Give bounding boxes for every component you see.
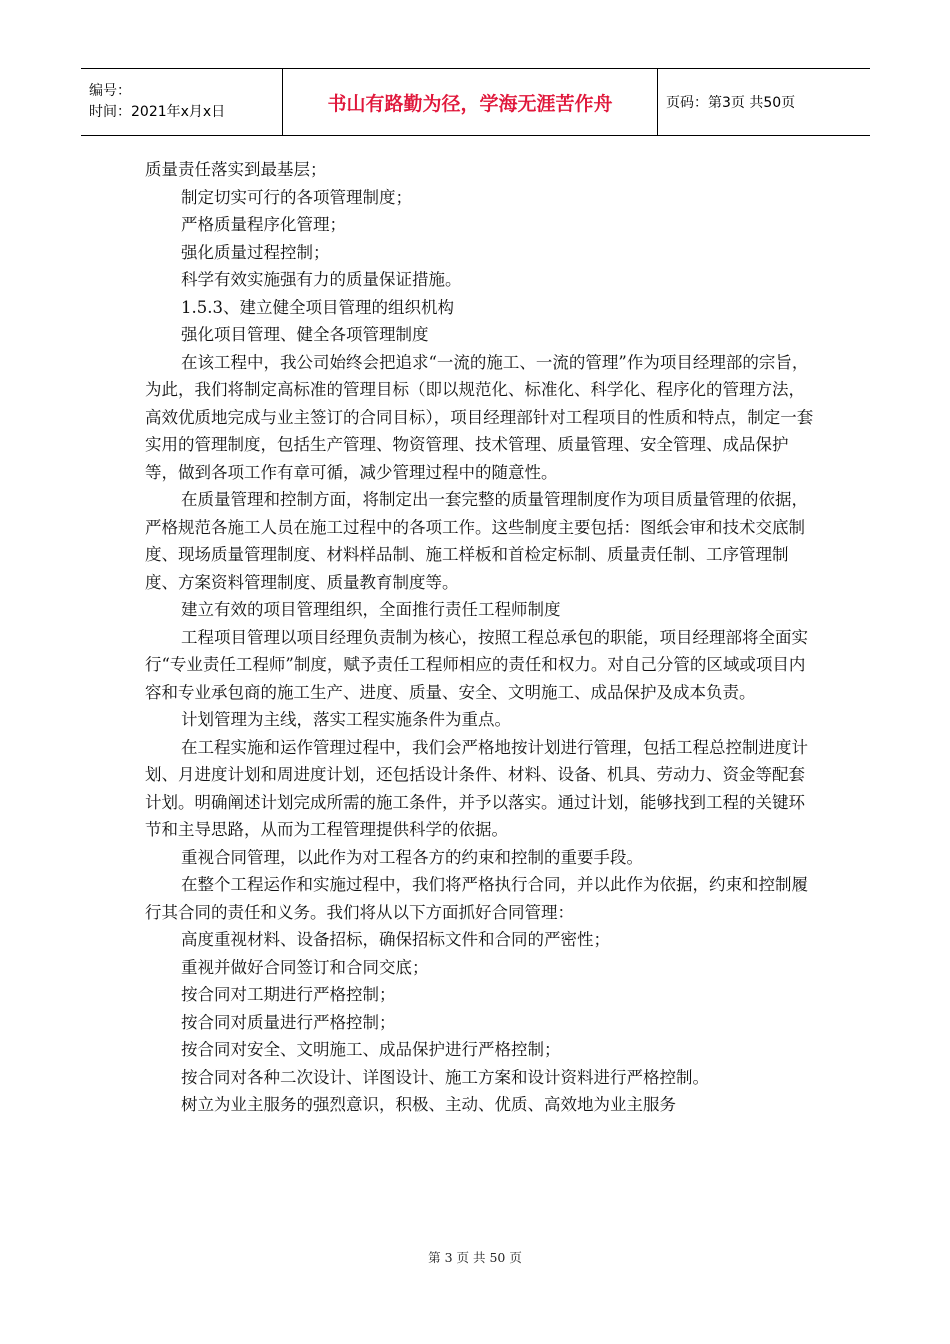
footer-page-number: 第 3 页 共 50 页	[428, 1250, 522, 1265]
paragraph: 计划管理为主线，落实工程实施条件为重点。	[181, 710, 511, 729]
paragraph: 1.5.3、建立健全项目管理的组织机构	[181, 297, 454, 317]
paragraph: 强化项目管理、健全各项管理制度	[181, 325, 429, 344]
paragraph: 在该工程中，我公司始终会把追求“一流的施工、一流的管理”作为项目经理部的宗旨，为此，我们将制定高标准的管理目标（即以规范化、标准化、科学化、程序化的管理方法，高效优质地完成与业主签订的合同目标），项目经理部针对工程项目的性质和特点，制定一套实用的管理制度，包括生产管理、物资管理、技术管理、质量管理、安全管理、成品保护等，做到各项工作有章可循，减少管理过程中的随意性。	[145, 352, 814, 482]
paragraph: 重视合同管理，以此作为对工程各方的约束和控制的重要手段。	[181, 847, 643, 867]
header-page-info: 页码：第3页 共50页	[666, 95, 796, 111]
paragraph: 按合同对质量进行严格控制；	[181, 1012, 396, 1032]
document-date: 时间：2021年x月x日	[89, 104, 226, 120]
paragraph: 按合同对安全、文明施工、成品保护进行严格控制；	[181, 1040, 561, 1059]
header-motto: 书山有路勤为径，学海无涯苦作舟	[327, 92, 613, 115]
paragraph: 强化质量过程控制；	[181, 242, 330, 262]
paragraph: 制定切实可行的各项管理制度；	[181, 187, 412, 207]
document-body	[145, 156, 815, 1119]
paragraph: 科学有效实施强有力的质量保证措施。	[181, 270, 462, 289]
paragraph: 在工程实施和运作管理过程中，我们会严格地按计划进行管理，包括工程总控制进度计划、月进度计划和周进度计划，还包括设计条件、材料、设备、机具、劳动力、资金等配套计划。明确阐述计划完成所需的施工条件，并予以落实。通过计划，能够找到工程的关键环节和主导思路，从而为工程管理提供科学的依据。	[145, 737, 808, 839]
paragraph: 严格质量程序化管理；	[181, 215, 346, 234]
paragraph: 高度重视材料、设备招标，确保招标文件和合同的严密性；	[181, 930, 610, 949]
page-footer	[0, 1248, 950, 1266]
paragraph: 建立有效的项目管理组织，全面推行责任工程师制度	[181, 600, 561, 619]
header-motto-cell	[283, 69, 658, 135]
document-number-label: 编号：	[89, 83, 131, 99]
page-header	[81, 68, 870, 136]
paragraph: 质量责任落实到最基层；	[145, 160, 327, 179]
header-meta	[81, 69, 283, 135]
paragraph: 在整个工程运作和实施过程中，我们将严格执行合同，并以此作为依据，约束和控制履行其合同的责任和义务。我们将从以下方面抓好合同管理：	[145, 875, 808, 922]
header-page-cell	[658, 69, 870, 135]
paragraph: 按合同对各种二次设计、详图设计、施工方案和设计资料进行严格控制。	[181, 1067, 709, 1087]
paragraph: 重视并做好合同签订和合同交底；	[181, 957, 429, 977]
paragraph: 按合同对工期进行严格控制；	[181, 985, 396, 1004]
paragraph: 在质量管理和控制方面，将制定出一套完整的质量管理制度作为项目质量管理的依据，严格规范各施工人员在施工过程中的各项工作。这些制度主要包括：图纸会审和技术交底制度、现场质量管理制度、材料样品制、施工样板和首检定标制、质量责任制、工序管理制度、方案资料管理制度、质量教育制度等。	[145, 490, 808, 592]
paragraph: 工程项目管理以项目经理负责制为核心，按照工程总承包的职能，项目经理部将全面实行“专业责任工程师”制度，赋予责任工程师相应的责任和权力。对自己分管的区域或项目内容和专业承包商的施工生产、进度、质量、安全、文明施工、成品保护及成本负责。	[145, 627, 808, 702]
paragraph: 树立为业主服务的强烈意识，积极、主动、优质、高效地为业主服务	[181, 1095, 676, 1114]
